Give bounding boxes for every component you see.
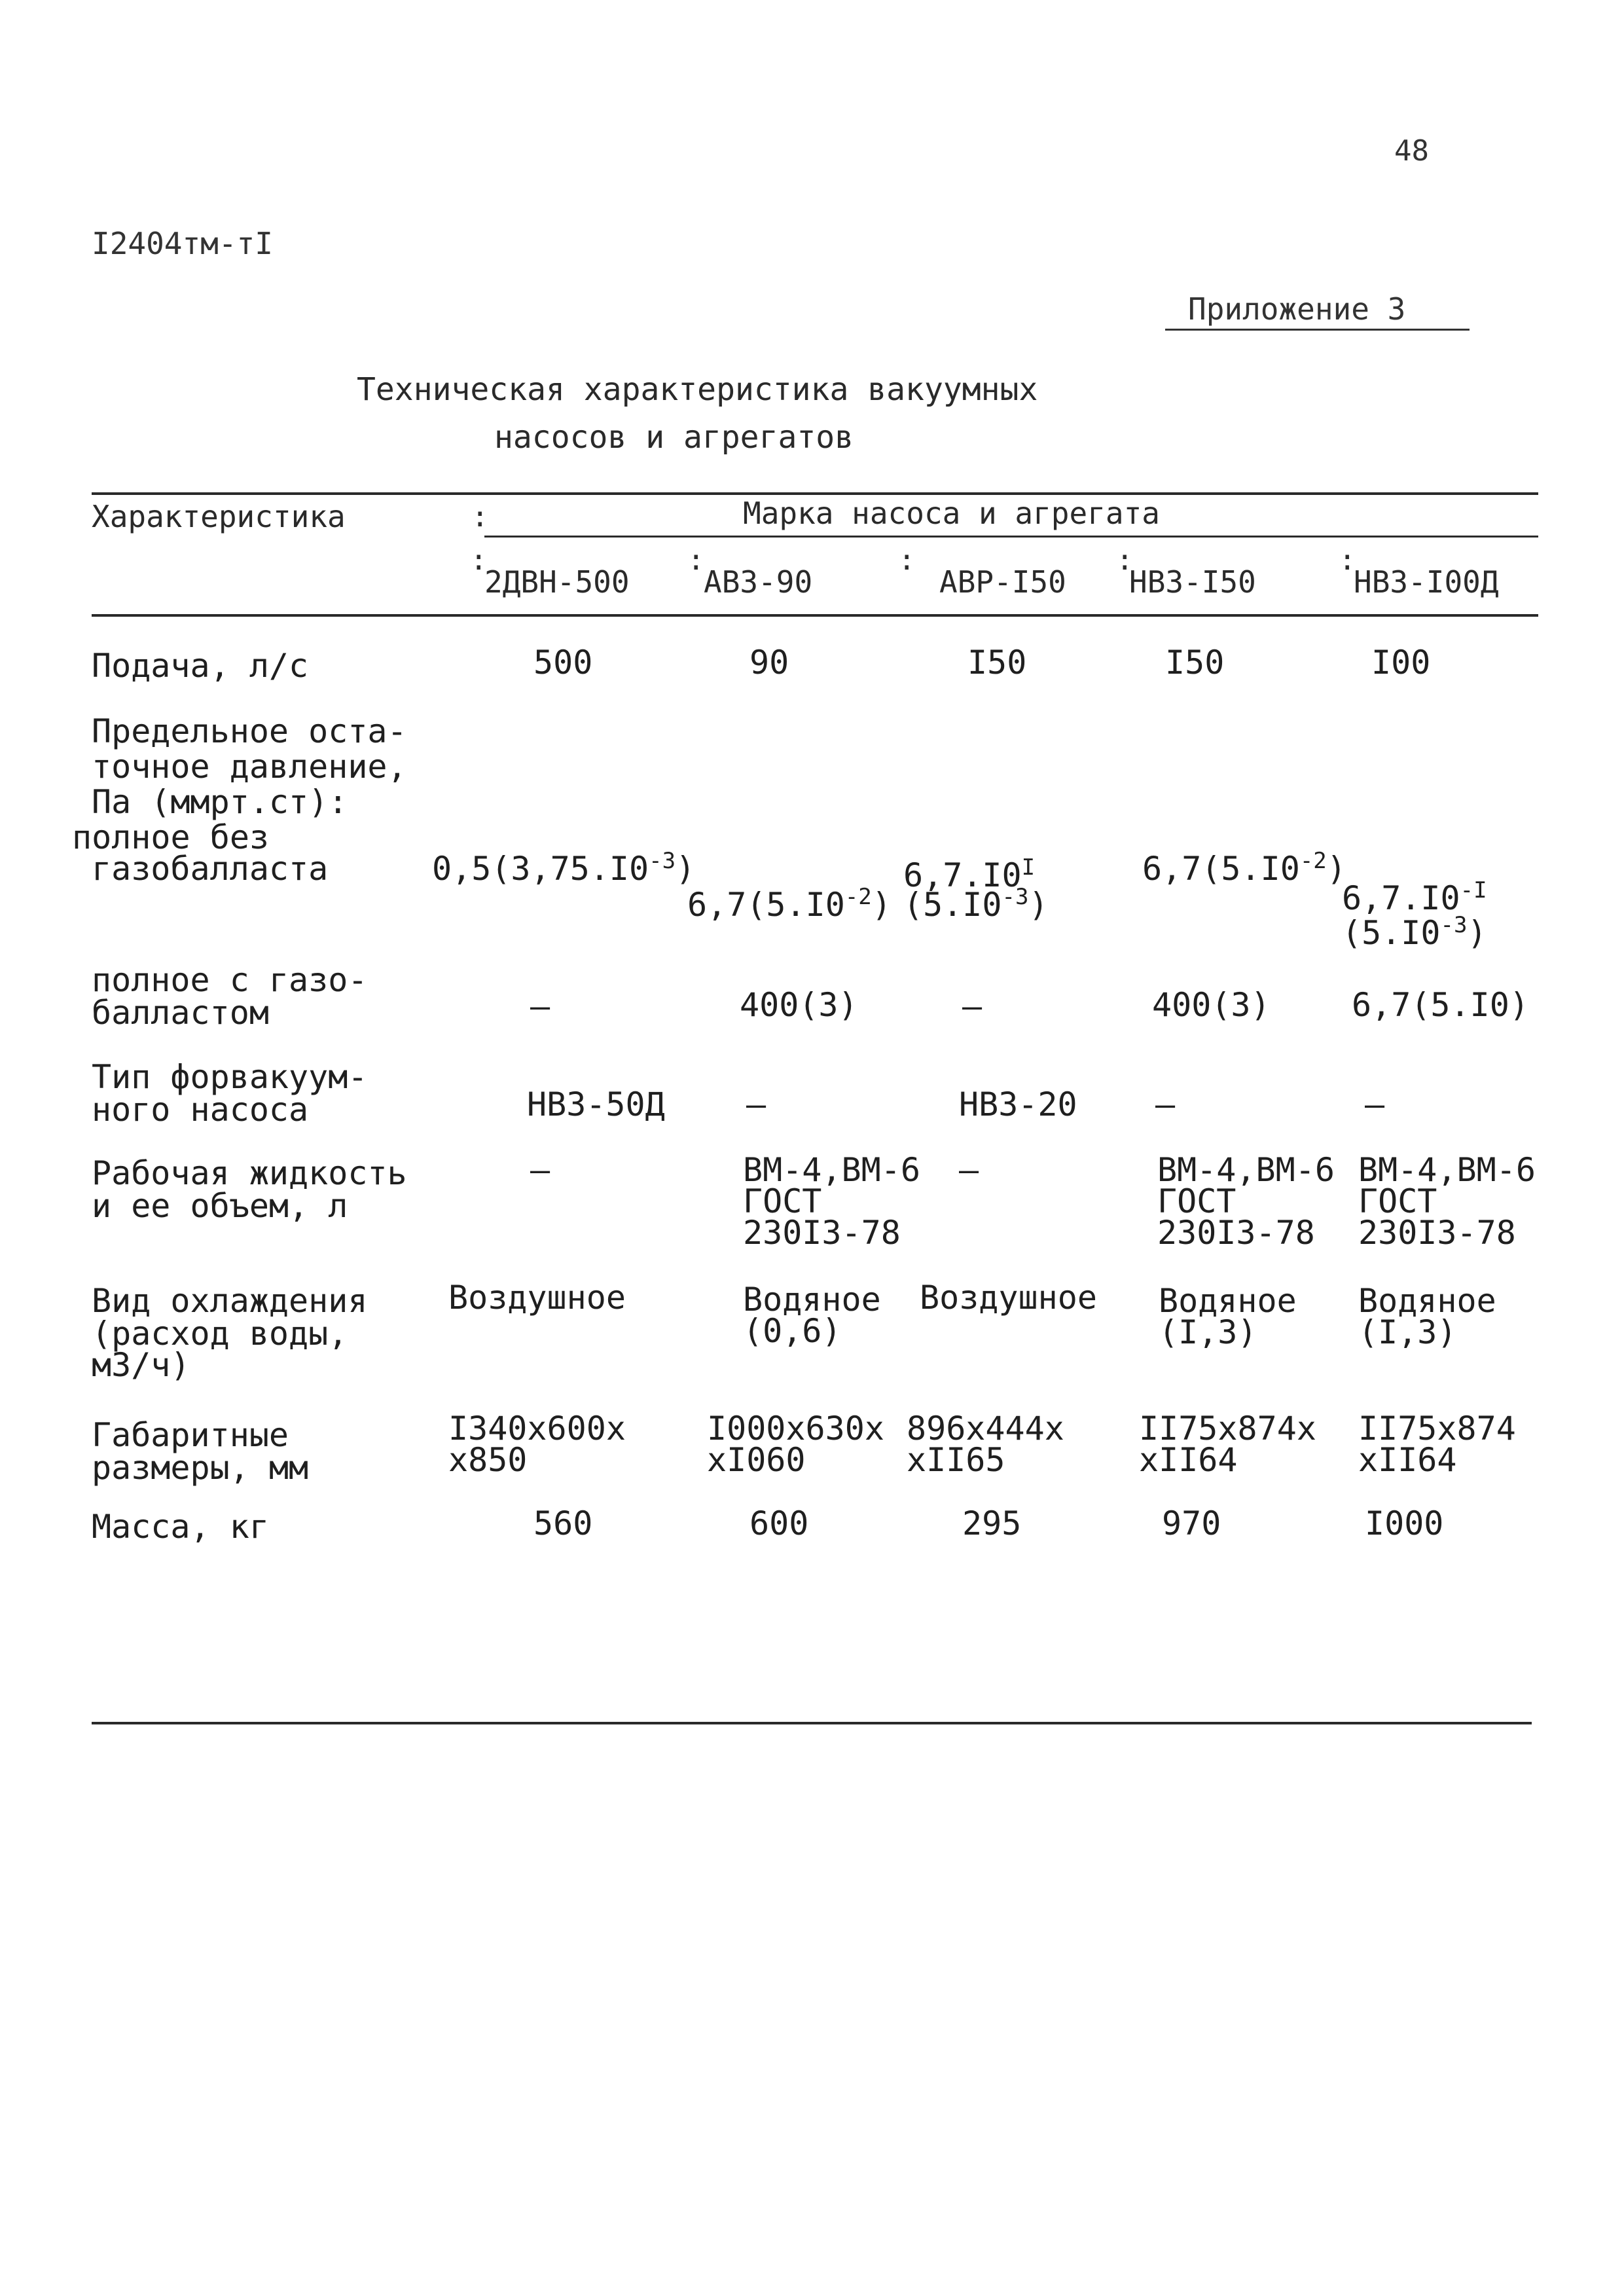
column-separator: : <box>470 543 488 577</box>
row-label-pressure-2: точное давление, <box>92 748 407 786</box>
column-header: 2ДВН-500 <box>484 564 630 600</box>
header-characteristic: Характеристика <box>92 499 346 534</box>
column-separator: : <box>898 543 916 577</box>
cell-dimensions-col4-line2: хII64 <box>1139 1441 1238 1479</box>
row-label-dimensions-2: размеры, мм <box>92 1449 309 1487</box>
row-label-cooling-1: Вид охлаждения <box>92 1282 368 1320</box>
row-label-cooling-2: (расход воды, <box>92 1315 348 1353</box>
column-separator: : <box>687 543 705 577</box>
cell-supply-col2: 90 <box>749 644 789 682</box>
title-line-1: Техническая характеристика вакуумных <box>357 371 1038 408</box>
cell-gas-ballast-col4: 400(3) <box>1152 986 1271 1024</box>
cell-cooling-col3: Воздушное <box>920 1279 1097 1317</box>
column-header: АВР-I50 <box>939 564 1066 600</box>
cell-forevacuum-col5: – <box>1365 1085 1385 1123</box>
cell-dimensions-col3-line1: 896х444х <box>907 1410 1064 1448</box>
cell-gas-ballast-col5: 6,7(5.I0) <box>1352 986 1529 1024</box>
cell-fluid-col5-line2: ГОСТ <box>1358 1182 1437 1220</box>
header-group: Марка насоса и агрегата <box>743 496 1160 531</box>
cell-mass-col4: 970 <box>1162 1504 1221 1542</box>
cell-fluid-col5-line1: ВМ-4,ВМ-6 <box>1358 1151 1536 1189</box>
row-label-fluid-1: Рабочая жидкость <box>92 1154 407 1192</box>
table-bottom-rule <box>92 1722 1532 1724</box>
column-header: НВЗ-I00Д <box>1354 564 1499 600</box>
cell-fluid-col2-line1: ВМ-4,ВМ-6 <box>743 1151 920 1189</box>
cell-cooling-col5-line1: Водяное <box>1358 1282 1496 1320</box>
cell-gas-ballast-col1: – <box>530 987 550 1025</box>
cell-mass-col3: 295 <box>962 1504 1022 1542</box>
cell-cooling-col1: Воздушное <box>448 1279 626 1317</box>
column-header: АВЗ-90 <box>704 564 813 600</box>
page-number: 48 <box>1394 134 1429 168</box>
cell-pressure-col2: $6,7(5.I0^{-2})$ <box>687 884 892 924</box>
cell-fluid-col2-line2: ГОСТ <box>743 1182 822 1220</box>
cell-pressure-col5-line1: $6,7.I0^{-I}$ <box>1342 877 1487 917</box>
row-label-mass: Масса, кг <box>92 1508 269 1546</box>
cell-supply-col3: I50 <box>967 644 1027 682</box>
column-separator: : <box>1339 543 1356 577</box>
cell-fluid-col4-line3: 230I3-78 <box>1157 1214 1315 1252</box>
cell-dimensions-col1-line1: I340х600х <box>448 1410 626 1448</box>
cell-fluid-col5-line3: 230I3-78 <box>1358 1214 1516 1252</box>
cell-cooling-col5-line2: (I,3) <box>1358 1313 1457 1351</box>
cell-supply-col1: 500 <box>533 644 593 682</box>
cell-forevacuum-col4: – <box>1155 1085 1176 1123</box>
row-label-pressure-1: Предельное оста- <box>92 712 407 750</box>
row-label-dimensions-1: Габаритные <box>92 1416 289 1454</box>
cell-mass-col1: 560 <box>533 1504 593 1542</box>
cell-mass-col5: I000 <box>1365 1504 1444 1542</box>
cell-dimensions-col2-line1: I000х630х <box>707 1410 884 1448</box>
cell-pressure-col1: $0,5(3,75.I0^{-3})$ <box>432 848 696 888</box>
cell-cooling-col2-line2: (0,6) <box>743 1312 842 1350</box>
cell-pressure-col5-line2: $(5.I0^{-3})$ <box>1342 912 1487 952</box>
cell-dimensions-col2-line2: хI060 <box>707 1441 806 1479</box>
cell-dimensions-col4-line1: II75х874х <box>1139 1410 1316 1448</box>
cell-fluid-col1: – <box>530 1151 550 1189</box>
row-label-forevacuum-2: ного насоса <box>92 1091 309 1129</box>
row-label-pressure-4: полное без <box>72 818 270 856</box>
cell-pressure-col3-line1: $6,7.I0^I$ <box>903 854 1036 894</box>
row-label-gas-ballast-2: балластом <box>92 994 269 1032</box>
appendix-label: Приложение 3 <box>1188 291 1406 327</box>
title-line-2: насосов и агрегатов <box>494 419 854 456</box>
cell-fluid-col4-line1: ВМ-4,ВМ-6 <box>1157 1151 1335 1189</box>
cell-cooling-col4-line1: Водяное <box>1159 1282 1297 1320</box>
cell-fluid-col4-line2: ГОСТ <box>1157 1182 1236 1220</box>
cell-cooling-col2-line1: Водяное <box>743 1281 881 1319</box>
cell-gas-ballast-col2: 400(3) <box>740 986 858 1024</box>
cell-mass-col2: 600 <box>749 1504 809 1542</box>
group-header-rule <box>484 536 1538 538</box>
column-header: НВЗ-I50 <box>1129 564 1256 600</box>
cell-fluid-col3: – <box>959 1151 979 1189</box>
cell-dimensions-col5-line1: II75х874 <box>1358 1410 1516 1448</box>
column-separator: : <box>1116 543 1134 577</box>
row-label-cooling-3: м3/ч) <box>92 1346 190 1384</box>
row-label-fluid-2: и ее объем, л <box>92 1187 348 1225</box>
cell-dimensions-col1-line2: х850 <box>448 1441 528 1479</box>
row-label-forevacuum-1: Тип форвакуум- <box>92 1058 368 1096</box>
header-bottom-rule <box>92 614 1538 617</box>
row-label-supply: Подача, л/с <box>92 647 309 685</box>
cell-supply-col4: I50 <box>1165 644 1225 682</box>
row-label-pressure-5: газобалласта <box>92 850 329 888</box>
cell-pressure-col3-line2: $(5.I0^{-3})$ <box>903 884 1049 924</box>
cell-gas-ballast-col3: – <box>962 987 983 1025</box>
header-separator: : <box>471 500 489 534</box>
document-code: I2404тм-тI <box>92 226 273 261</box>
row-label-gas-ballast-1: полное с газо- <box>92 961 368 999</box>
cell-pressure-col4: $6,7(5.I0^{-2})$ <box>1142 848 1346 888</box>
cell-forevacuum-col1: НВЗ-50Д <box>527 1085 665 1123</box>
row-label-pressure-3: Па (ммрт.ст): <box>92 783 348 821</box>
cell-fluid-col2-line3: 230I3-78 <box>743 1214 901 1252</box>
cell-dimensions-col5-line2: хII64 <box>1358 1441 1457 1479</box>
table-top-rule <box>92 492 1538 495</box>
cell-dimensions-col3-line2: хII65 <box>907 1441 1005 1479</box>
cell-cooling-col4-line2: (I,3) <box>1159 1313 1257 1351</box>
cell-forevacuum-col2: – <box>746 1085 767 1123</box>
cell-supply-col5: I00 <box>1371 644 1431 682</box>
appendix-underline <box>1165 329 1470 331</box>
cell-forevacuum-col3: НВЗ-20 <box>959 1085 1077 1123</box>
